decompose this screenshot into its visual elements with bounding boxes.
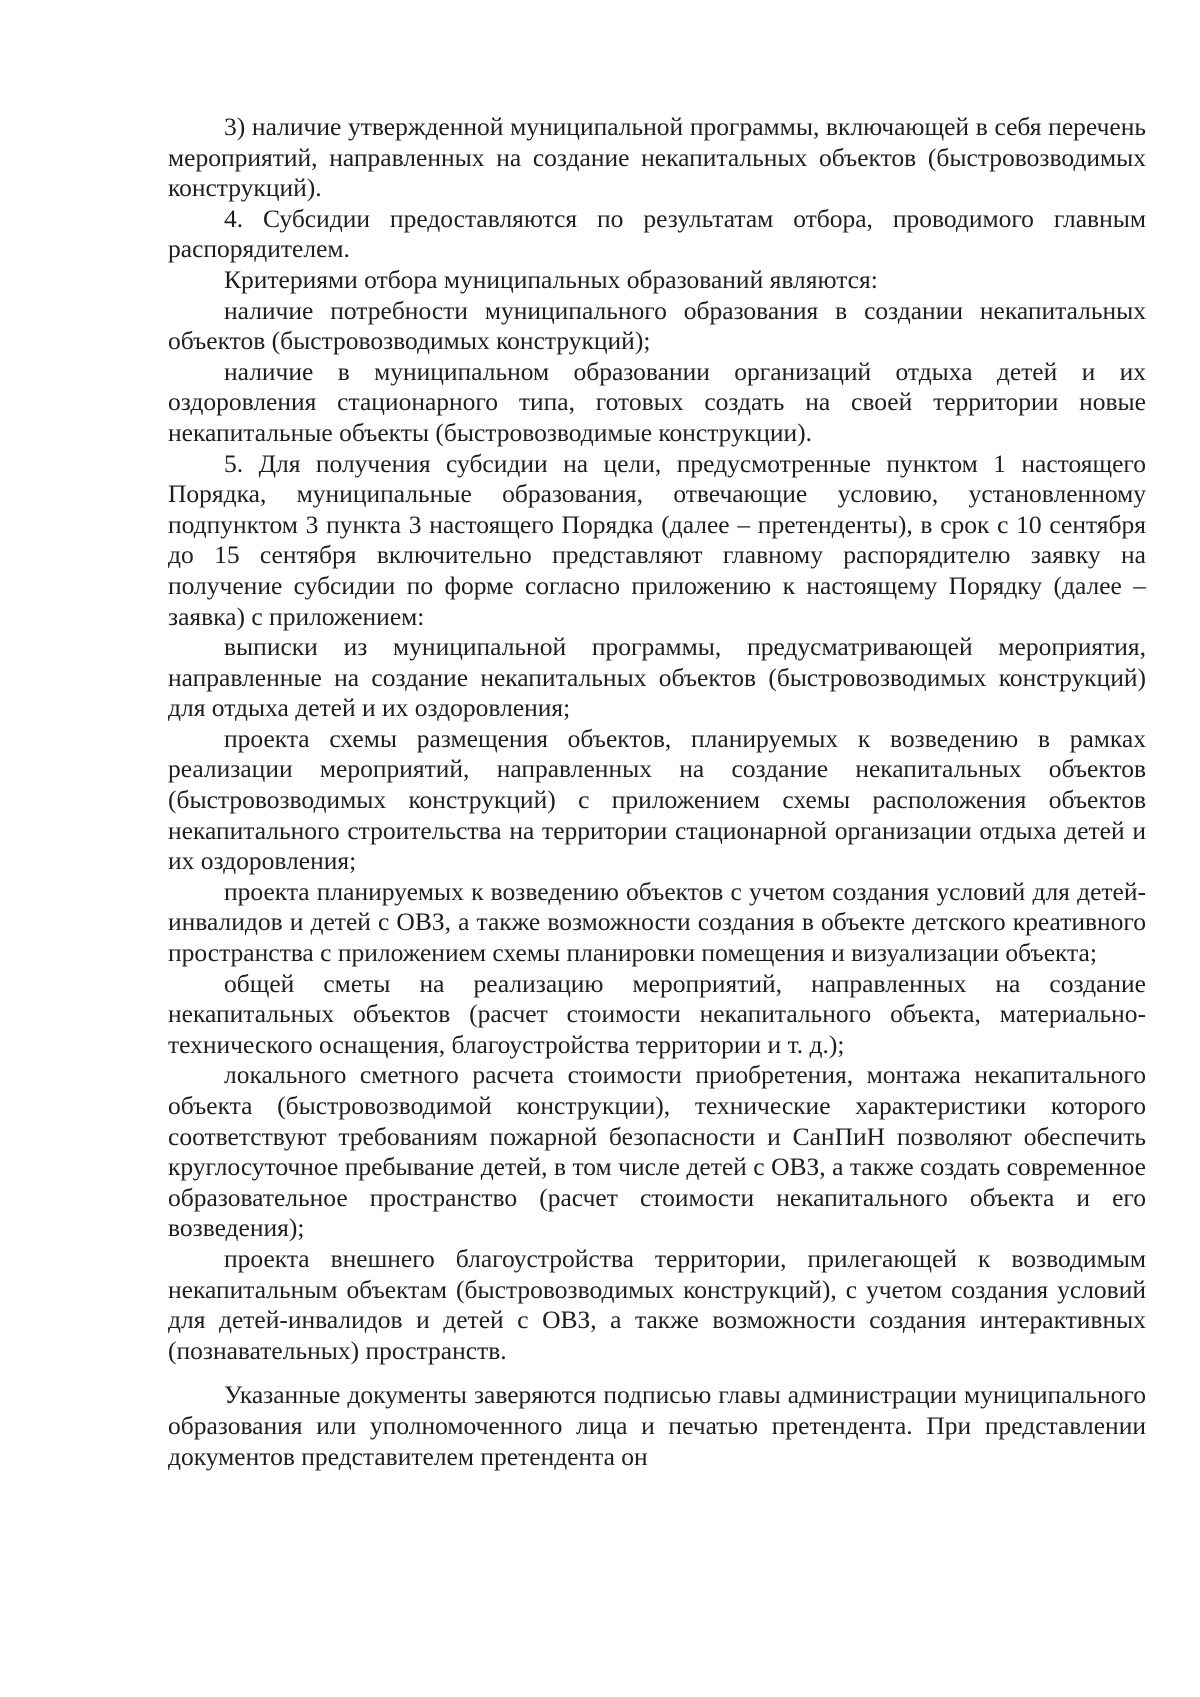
paragraph-criterion-need: наличие потребности муниципального образования в создании некапитальных объектов (быстровозводимых конструкций);: [168, 295, 1146, 356]
paragraph-point-4: 4. Субсидии предоставляются по результатам отбора, проводимого главным распорядителем.: [168, 203, 1146, 264]
paragraph-attachment-objects-project: проекта планируемых к возведению объектов с учетом создания условий для детей-инвалидов и детей с ОВЗ, а также возможности создания в объекте детского креативного пространства с приложением схемы планировки помещения и визуализации объекта;: [168, 876, 1146, 968]
paragraph-point-5: 5. Для получения субсидии на цели, предусмотренные пунктом 1 настоящего Порядка, муниципальные образования, отвечающие условию, установленному подпунктом 3 пункта 3 настоящего Порядка (далее – претенденты), в срок с 10 сентября до 15 сентября включительно представляют главному распорядителю заявку на получение субсидии по форме согласно приложению к настоящему Порядку (далее – заявка) с приложением:: [168, 448, 1146, 631]
paragraph-attachment-local-estimate: локального сметного расчета стоимости приобретения, монтажа некапитального объекта (быстровозводимой конструкции), технические характеристики которого соответствуют требованиям пожарной безопасности и СанПиН позволяют обеспечить круглосуточное пребывание детей, в том числе детей с ОВЗ, а также создать современное образовательное пространство (расчет стоимости некапитального объекта и его возведения);: [168, 1060, 1146, 1243]
paragraph-selection-criteria: Критериями отбора муниципальных образований являются:: [224, 264, 878, 294]
paragraph-attachment-landscaping-project: проекта внешнего благоустройства территории, прилегающей к возводимым некапитальным объектам (быстровозводимых конструкций), с учетом создания условий для детей-инвалидов и детей с ОВЗ, а также возможности создания интерактивных (познавательных) пространств.: [168, 1243, 1146, 1365]
paragraph-criterion-organizations: наличие в муниципальном образовании организаций отдыха детей и их оздоровления стационарного типа, готовых создать на своей территории новые некапитальные объекты (быстровозводимые конструкции).: [168, 356, 1146, 447]
paragraph-attachment-general-estimate: общей сметы на реализацию мероприятий, направленных на создание некапитальных объектов (расчет стоимости некапитального объекта, материально-технического оснащения, благоустройства территории и т. д.);: [168, 968, 1146, 1059]
paragraph-attachment-placement-scheme: проекта схемы размещения объектов, планируемых к возведению в рамках реализации мероприятий, направленных на создание некапитальных объектов (быстровозводимых конструкций) с приложением схемы расположения объектов некапитального строительства на территории стационарной организации отдыха детей и их оздоровления;: [168, 723, 1146, 876]
document-body: [168, 112, 1146, 1472]
paragraph-certification: Указанные документы заверяются подписью главы администрации муниципального образования или уполномоченного лица и печатью претендента. При представлении документов представителем претендента он: [168, 1380, 1146, 1471]
paragraph-attachment-program-extract: выписки из муниципальной программы, предусматривающей мероприятия, направленные на создание некапитальных объектов (быстровозводимых конструкций) для отдыха детей и их оздоровления;: [168, 632, 1146, 723]
paragraph-item-3: 3) наличие утвержденной муниципальной программы, включающей в себя перечень мероприятий, направленных на создание некапитальных объектов (быстровозводимых конструкций).: [168, 112, 1146, 203]
